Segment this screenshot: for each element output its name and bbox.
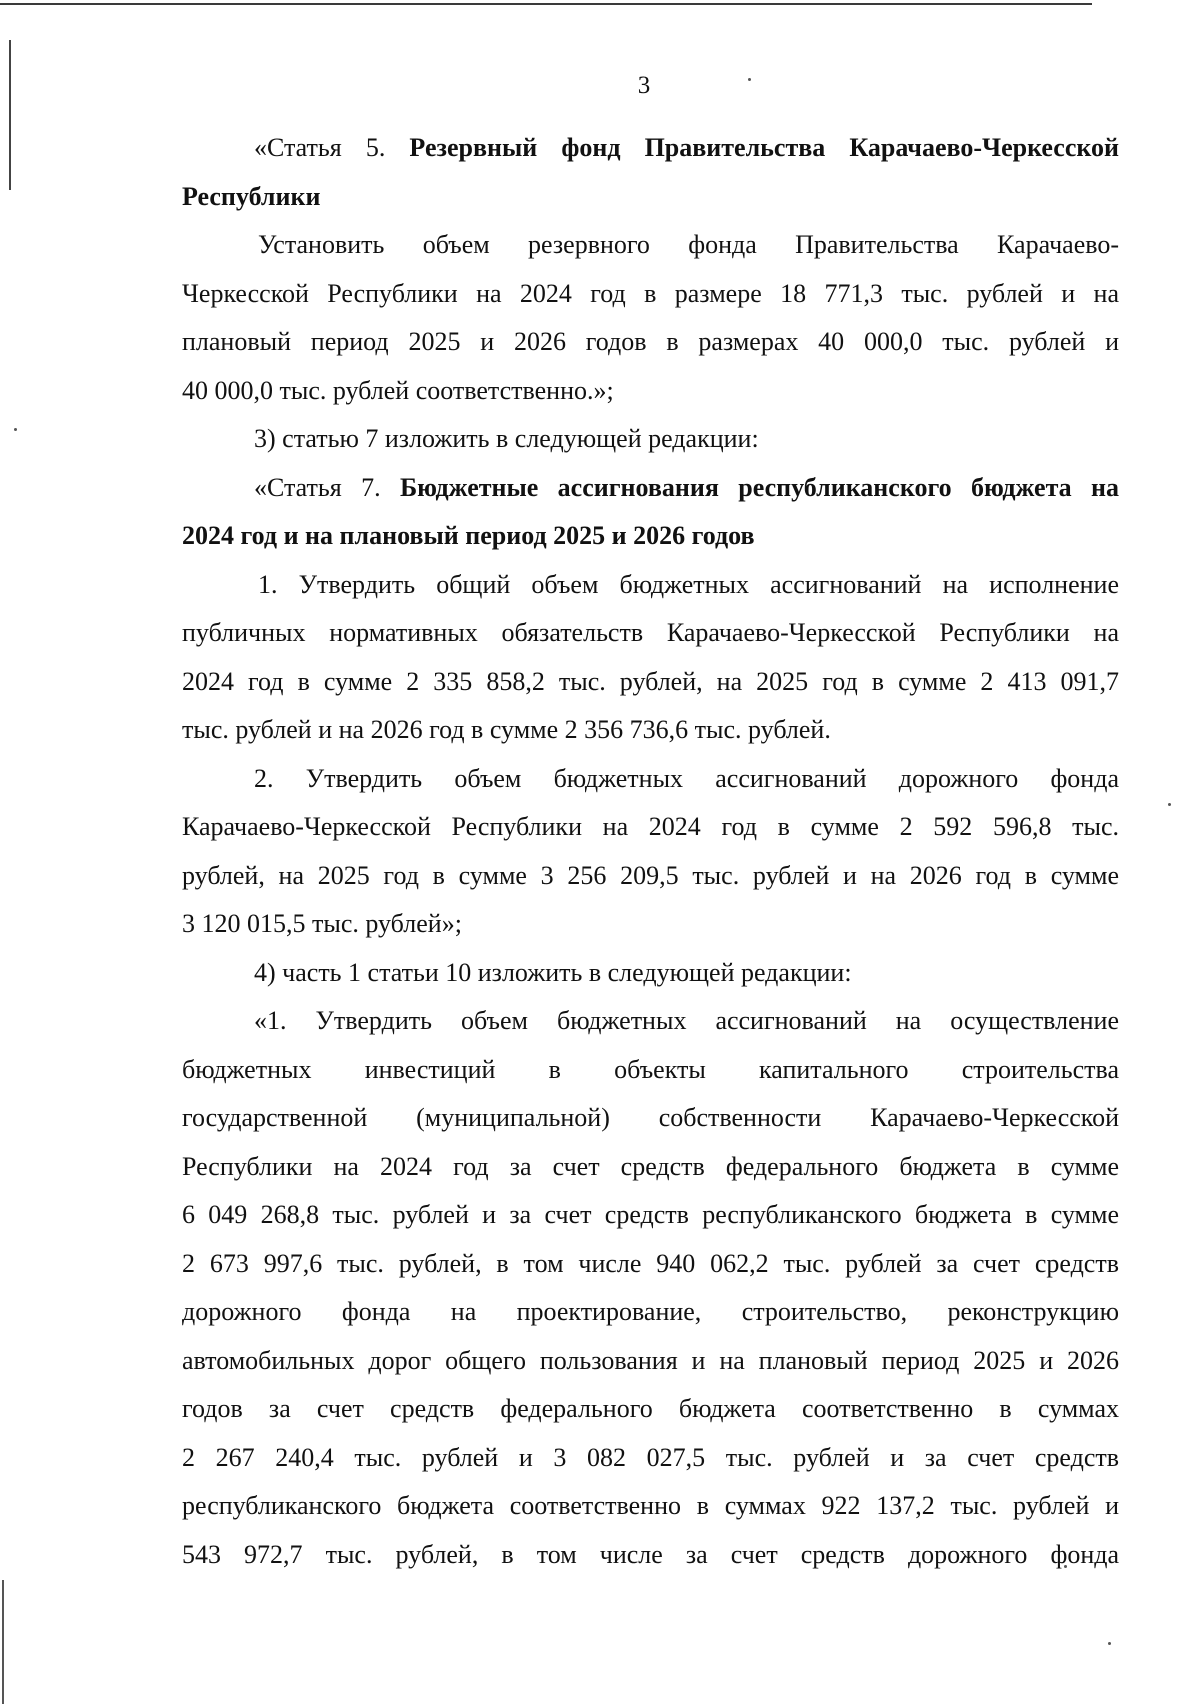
paragraph-line: 2 673 997,6 тыс. рублей, в том числе 940 062,2 тыс. рублей за счет средств [182, 1248, 1119, 1278]
scan-margin-mark-bottom [2, 1580, 4, 1704]
article-7-heading-line-1 [182, 464, 1119, 513]
article-label: «Статья 7. [254, 472, 400, 502]
paragraph-line: автомобильных дорог общего пользования и на плановый период 2025 и 2026 [182, 1345, 1119, 1375]
article-label: «Статья 5. [254, 133, 410, 162]
paragraph-line: бюджетных инвестиций в объекты капитального строительства [182, 1054, 1119, 1084]
scan-margin-mark [9, 40, 11, 190]
article-5-heading-line-2 [182, 173, 1119, 222]
paragraph-line: 543 972,7 тыс. рублей, в том числе за счет средств дорожного фонда [182, 1539, 1119, 1569]
article-title: Резервный фонд Правительства Карачаево-Черкесской [409, 133, 1119, 162]
paragraph-line: 1. Утвердить общий объем бюджетных ассигнований на исполнение [258, 569, 1119, 599]
paragraph-line: тыс. рублей и на 2026 год в сумме 2 356 736,6 тыс. рублей. [182, 715, 831, 744]
article-5-heading-line-1 [182, 124, 1119, 173]
scan-speck [1168, 803, 1171, 806]
article-title: 2024 год и на плановый период 2025 и 2026 годов [182, 521, 755, 550]
amendment-item: 3) статью 7 изложить в следующей редакции: [254, 424, 759, 453]
scan-speck [14, 428, 17, 431]
paragraph-line: 2 267 240,4 тыс. рублей и 3 082 027,5 тыс. рублей и за счет средств [182, 1442, 1119, 1472]
paragraph-line: государственной (муниципальной) собственности Карачаево-Черкесской [182, 1103, 1119, 1132]
scan-speck [1108, 1642, 1111, 1645]
paragraph-line: 3 120 015,5 тыс. рублей»; [182, 909, 462, 938]
paragraph-line: «1. Утвердить объем бюджетных ассигнований на осуществление [254, 1006, 1119, 1035]
paragraph-line: Черкесской Республики на 2024 год в размере 18 771,3 тыс. рублей и на [182, 278, 1119, 308]
article-title: Бюджетные ассигнования республиканского бюджета на [399, 472, 1119, 502]
article-title: Республики [182, 181, 321, 211]
paragraph-line: 2024 год в сумме 2 335 858,2 тыс. рублей, на 2025 год в сумме 2 413 091,7 [182, 666, 1119, 696]
paragraph-line: плановый период 2025 и 2026 годов в размерах 40 000,0 тыс. рублей и [182, 327, 1119, 356]
paragraph-line: 40 000,0 тыс. рублей соответственно.»; [182, 375, 614, 405]
paragraph-line: рублей, на 2025 год в сумме 3 256 209,5 тыс. рублей и на 2026 год в сумме [182, 860, 1119, 890]
paragraph-line: Карачаево-Черкесской Республики на 2024 год в сумме 2 592 596,8 тыс. [182, 812, 1119, 841]
paragraph-line: годов за счет средств федерального бюджета соответственно в суммах [182, 1394, 1119, 1423]
page-number: 3 [637, 72, 651, 99]
paragraph-line: Республики на 2024 год за счет средств федерального бюджета в сумме [182, 1151, 1119, 1181]
amendment-item: 4) часть 1 статьи 10 изложить в следующей редакции: [254, 957, 852, 987]
paragraph-line: 6 049 268,8 тыс. рублей и за счет средств республиканского бюджета в сумме [182, 1200, 1119, 1229]
paragraph-line: дорожного фонда на проектирование, строительство, реконструкцию [182, 1297, 1119, 1326]
paragraph-line: республиканского бюджета соответственно в суммах 922 137,2 тыс. рублей и [182, 1491, 1119, 1520]
paragraph-line: 2. Утвердить объем бюджетных ассигнований дорожного фонда [254, 763, 1119, 793]
scan-edge-line [0, 3, 1092, 5]
paragraph-line: Установить объем резервного фонда Правительства Карачаево- [258, 230, 1119, 259]
document-body [182, 124, 1119, 1579]
article-7-heading-line-2 [182, 512, 1119, 561]
paragraph-line: публичных нормативных обязательств Карачаево-Черкесской Республики на [182, 618, 1119, 647]
